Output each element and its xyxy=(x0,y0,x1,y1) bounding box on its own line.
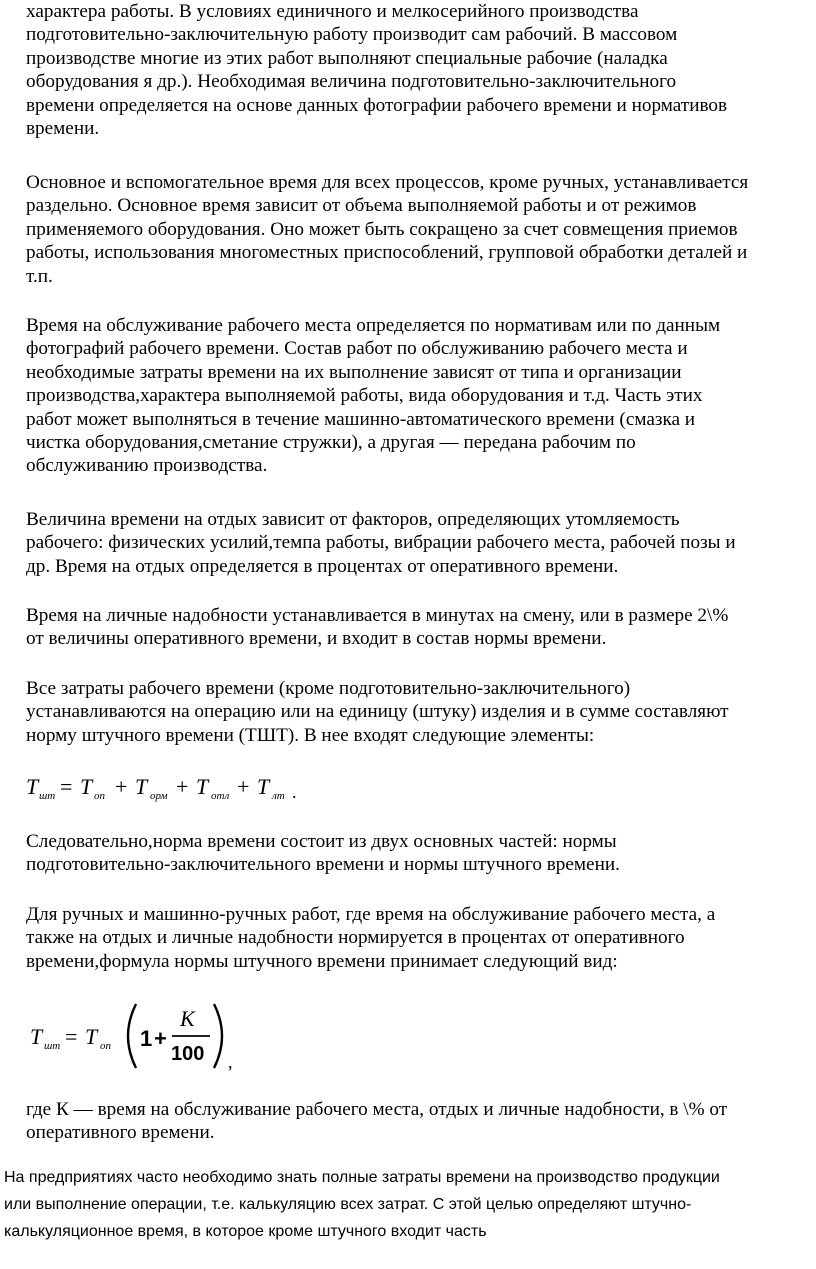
formula1-sub-op: оп xyxy=(94,790,105,802)
paragraph-basic-auxiliary-time: Основное и вспомогательное время для всех процессов, кроме ручных, устанавливается раздельно. Основное время зависит от объема выполняемой работы и от режимов применяемого оборудования. Оно может быть сокращено за счет совмещения приемов работы, использования многоместных приспособлений, групповой обработки деталей и т.п. xyxy=(26,172,749,287)
formula1-eq: = xyxy=(60,774,73,799)
formula2-left-paren xyxy=(128,1004,136,1068)
formula1-t-lt: T xyxy=(257,774,270,799)
formula1-plus-1: + xyxy=(115,774,128,799)
formula2-sub-op: оп xyxy=(100,1040,111,1052)
formula2-t: T xyxy=(30,1024,43,1049)
formula2-plus: + xyxy=(154,1026,167,1051)
formula1-t-otl: T xyxy=(196,774,209,799)
formula1-t-orm: T xyxy=(135,774,148,799)
formula2-numerator: K xyxy=(180,1006,195,1031)
paragraph-workplace-service: Время на обслуживание рабочего места определяется по нормативам или по данным фотографий рабочего времени. Состав работ по обслуживанию рабочего места и необходимые затраты времени на их выполнение зависят от типа и организации производства,характера выполняемой работы, вида оборудования и т.д. Часть этих работ может выполняться в течение машинно-автоматического времени (смазка и чистка оборудования,сметание стружки), а другая — передана рабочим по обслуживанию производства. xyxy=(26,315,721,477)
formula1-sub-orm: орм xyxy=(150,790,168,802)
formula1-t: T xyxy=(26,774,39,799)
formula1-sub-otl: отл xyxy=(211,790,230,802)
formula1-plus-2: + xyxy=(176,774,189,799)
formula1-end: . xyxy=(292,782,297,802)
formula1-plus-3: + xyxy=(237,774,250,799)
paragraph-two-parts: Следовательно,норма времени состоит из двух основных частей: нормы подготовительно-заключительного времени и нормы штучного времени. xyxy=(26,831,620,876)
formula1-sub-lt: лт xyxy=(272,790,285,802)
formula2-end: , xyxy=(228,1052,233,1072)
paragraph-k-definition: где К — время на обслуживание рабочего места, отдых и личные надобности, в \% от оперативного времени. xyxy=(26,1099,728,1144)
formula1-t-op: T xyxy=(80,774,93,799)
paragraph-piece-time-norm: Все затраты рабочего времени (кроме подготовительно-заключительного) устанавливаются на операцию или на единицу (штуку) изделия и в сумме составляют норму штучного времени (ТШТ). В нее входят следующие элементы: xyxy=(26,678,729,746)
formula2-t-op: T xyxy=(85,1024,98,1049)
formula-manual-piece-time xyxy=(24,996,244,1072)
paragraph-manual-work: Для ручных и машинно-ручных работ, где время на обслуживание рабочего места, а также на отдых и личные надобности нормируется в процентах от оперативного времени,формула нормы штучного времени принимает следующий вид: xyxy=(26,904,716,972)
paragraph-calculation-time: На предприятиях часто необходимо знать полные затраты времени на производство продукции или выполнение операции, т.е. калькуляцию всех затрат. С этой целью определяют штучно- калькуляционное время, в которое кроме штучного входит часть xyxy=(4,1169,720,1240)
paragraph-preparatory-time: характера работы. В условиях единичного и мелкосерийного производства подготовительно-заключительную работу производит сам рабочий. В массовом производстве многие из этих работ выполняют специальные рабочие (наладка оборудования я др.). Необходимая величина подготовительно-заключительного времени определяется на основе данных фотографии рабочего времени и нормативов времени. xyxy=(26,1,728,140)
formula2-right-paren xyxy=(214,1004,222,1068)
formula2-sub-sht: шт xyxy=(44,1040,61,1052)
formula1-sub-sht: шт xyxy=(39,790,56,802)
formula2-denominator: 100 xyxy=(171,1043,205,1065)
paragraph-rest-time: Величина времени на отдых зависит от факторов, определяющих утомляемость рабочего: физических усилий,темпа работы, вибрации рабочего места, рабочей позы и др. Время на отдых определяется в процентах от оперативного времени. xyxy=(26,509,736,577)
paragraph-personal-needs: Время на личные надобности устанавливается в минутах на смену, или в размере 2\% от величины оперативного времени, и входит в состав нормы времени. xyxy=(26,605,729,650)
formula2-eq: = xyxy=(65,1024,78,1049)
formula2-one: 1 xyxy=(140,1026,153,1051)
formula-piece-time xyxy=(24,768,344,810)
